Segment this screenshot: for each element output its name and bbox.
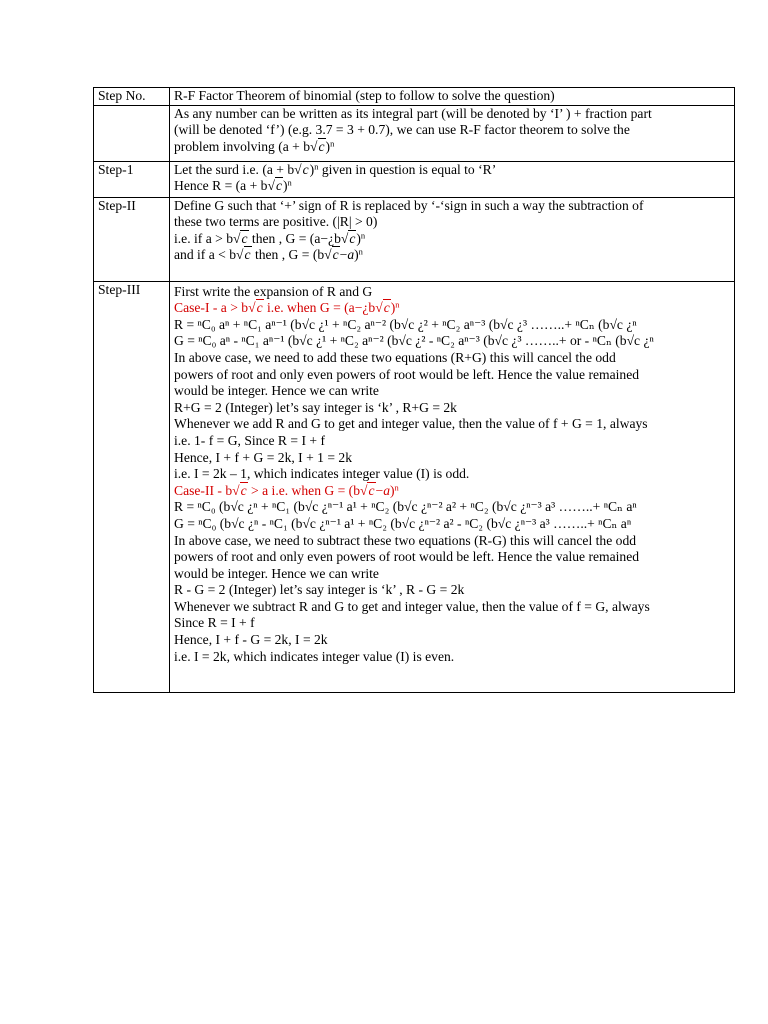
step-3-line-20: Whenever we subtract R and G to get and integer value, then the value of f = G, always <box>174 598 650 614</box>
intro-step-cell <box>94 105 170 161</box>
intro-line-3: problem involving $(a + b√c)^n$ <box>174 138 335 154</box>
step-3-line-7: would be integer. Hence we can write <box>174 383 379 399</box>
step-3-line-5: In above case, we need to add these two equations (R+G) this will cancel the odd <box>174 349 616 365</box>
step-2-row <box>94 197 735 281</box>
step-3-line-23: i.e. I = 2k, which indicates integer value (I) is even. <box>174 648 455 664</box>
step-2-label: Step-II <box>94 197 170 281</box>
step-1-text <box>170 161 735 197</box>
step-3-text <box>170 281 735 692</box>
step-3-line-9: Whenever we add R and G to get and integer value, then the value of f + G = 1, always <box>174 416 648 432</box>
step-3-line-8: R+G = 2 (Integer) let’s say integer is ‘k’ , R+G = 2k <box>174 399 457 415</box>
step-3-row <box>94 281 735 692</box>
step-no-header: Step No. <box>94 88 170 106</box>
step-1-line-1: Let the surd i.e. $(a + b√c)^n$ given in question is equal to ‘R’ <box>174 160 497 177</box>
case-1-g-expansion: G = ⁿC₀ aⁿ - ⁿC₁ aⁿ⁻¹ (b√c ¿¹ + ⁿC₂ aⁿ⁻² (b√c ¿² - ⁿC₂ aⁿ⁻³ (b√c ¿³ ……..+ or - ⁿCₙ (b√c ¿ⁿ <box>174 333 654 349</box>
step-1-line-2: Hence $R = (a + b√c)^n$ <box>174 177 292 194</box>
case-2-heading: Case-II - b√c > a i.e. when $G = (b√c-a)^n$ <box>174 482 399 498</box>
step-3-line-11: Hence, I + f + G = 2k, I + 1 = 2k <box>174 449 353 465</box>
step-2-text <box>170 197 735 281</box>
step-3-line-10: i.e. 1- f = G, Since R = I + f <box>174 432 325 448</box>
step-3-line-18: would be integer. Hence we can write <box>174 565 379 581</box>
step-2-line-3: i.e. if a > b√c then , G = (a−¿b√c)$^n$ <box>174 230 366 246</box>
step-3-label: Step-III <box>94 281 170 692</box>
step-3-line-1: First write the expansion of R and G <box>174 283 373 299</box>
step-3-line-19: R - G = 2 (Integer) let’s say integer is ‘k’ , R - G = 2k <box>174 582 465 598</box>
case-2-g-expansion: G = ⁿC₀ (b√c ¿ⁿ - ⁿC₁ (b√c ¿ⁿ⁻¹ a¹ + ⁿC₂ (b√c ¿ⁿ⁻² a² - ⁿC₂ (b√c ¿ⁿ⁻³ a³ ……..+ ⁿCₙ aⁿ <box>174 515 632 531</box>
step-3-line-21: Since R = I + f <box>174 615 255 631</box>
step-3-line-16: In above case, we need to subtract these two equations (R-G) this will cancel the odd <box>174 532 637 548</box>
intro-text-cell <box>170 105 735 161</box>
step-3-line-6: powers of root and only even powers of root would be left. Hence the value remained <box>174 366 640 382</box>
intro-line-2: (will be denoted ‘f’) (e.g. 3.7 = 3 + 0.7), we can use R-F factor theorem to solve the <box>174 122 630 138</box>
step-1-row <box>94 161 735 197</box>
step-3-line-17: powers of root and only even powers of root would be left. Hence the value remained <box>174 549 640 565</box>
title-header: R-F Factor Theorem of binomial (step to follow to solve the question) <box>170 88 735 106</box>
intro-line-1: As any number can be written as its integral part (will be denoted by ‘I’ ) + fraction part <box>174 105 652 121</box>
step-2-line-1: Define G such that ‘+’ sign of R is replaced by ‘-‘sign in such a way the subtraction of <box>174 197 644 213</box>
step-2-line-2: these two terms are positive. (|R| > 0) <box>174 214 378 230</box>
step-2-line-4: and if a < b√c then , $G = (b√c-a)^n$ <box>174 246 363 263</box>
case-2-r-expansion: R = ⁿC₀ (b√c ¿ⁿ + ⁿC₁ (b√c ¿ⁿ⁻¹ a¹ + ⁿC₂ (b√c ¿ⁿ⁻² a² + ⁿC₂ (b√c ¿ⁿ⁻³ a³ ……..+ ⁿCₙ aⁿ <box>174 499 637 515</box>
intro-row <box>94 105 735 161</box>
step-3-line-12: i.e. I = 2k – 1, which indicates integer value (I) is odd. <box>174 466 470 482</box>
case-1-heading: Case-I - a > b√c i.e. when G = (a−¿b√c)$^n$ <box>174 299 400 316</box>
step-3-line-22: Hence, I + f - G = 2k, I = 2k <box>174 632 328 648</box>
header-row <box>94 88 735 106</box>
step-1-label: Step-1 <box>94 161 170 197</box>
case-1-r-expansion: R = ⁿC₀ aⁿ + ⁿC₁ aⁿ⁻¹ (b√c ¿¹ + ⁿC₂ aⁿ⁻² (b√c ¿² + ⁿC₂ aⁿ⁻³ (b√c ¿³ ……..+ ⁿCₙ (b√c ¿ⁿ <box>174 316 637 332</box>
rf-theorem-table <box>93 87 735 693</box>
